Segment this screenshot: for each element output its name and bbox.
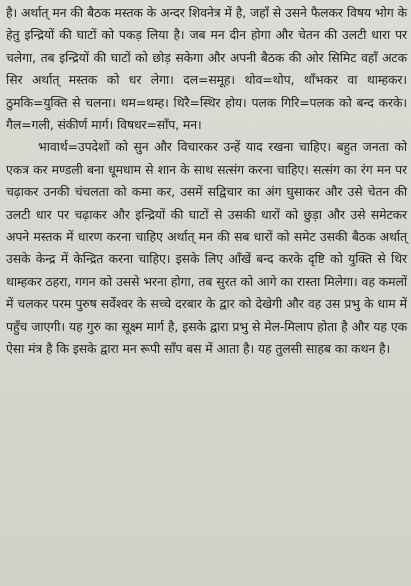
paragraph-meaning: भावार्थ=उपदेशों को सुन और विचारकर उन्हें याद रखना चाहिए। बहुत जनता को एकत्र कर मण्डली बना धूमधाम से शान के साथ सत्संग करना चाहिए। सत्संग का रंग मन पर चढ़ाकर उनकी चंचलता को कमा कर, उसमें सद्विचार का अंग घुसाकर और उसे चेतन की उलटी धार पर चढ़ाकर और इन्द्रियों की घाटों से उसकी धारों को छुड़ा और उसे समेटकर अपने मस्तक में धारण करना चाहिए अर्थात् मन की सब धारों को समेट उसकी बैठक अर्थात् उसके केन्द्र में केन्द्रित करना चाहिए। इसके लिए आँखें बन्द करके दृष्टि को युक्ति से थिर थाम्हकर ठहरा, गगन को उससे भरना होगा, तब सुरत को आगे का रास्ता मिलेगा। वह कमलों में चलकर परम पुरुष सर्वेश्वर के सच्चे दरबार के द्वार को देखेगी और वह उस प्रभु के धाम में पहुँच जाएगी। यह गुरु का सूक्ष्म मार्ग है, इसके द्वारा प्रभु से मेल-मिलाप होता है और यह एक ऐसा मंत्र है कि इसके द्वारा मन रूपी साँप बस में आता है। यह तुलसी साहब का कथन है। — [6, 139, 407, 357]
paragraph-word-meanings: है। अर्थात् मन की बैठक मस्तक के अन्दर शिवनेत्र में है, जहाँ से उसने फैलकर विषय भोग के हेतु इन्द्रियों की घाटों को पकड़ लिया है। जब मन दीन होगा और चेतन की उलटी धारा पर चलेगा, तब इन्द्रियों की घाटों को छोड़ सकेगा और अपनी बैठक की ओर सिमिट वहाँ अटक सिर अर्थात् मस्तक को धर लेगा। दल=समूह। थोव=थोप, थाँभकर वा थाम्हकर। ठुमकि=युक्ति से चलना। थम=थम्ह। थिरै=स्थिर होय। पलक गिरि=पलक को बन्द करके। गैल=गली, संकीर्ण मार्ग। विषधर=साँप, मन। — [6, 5, 407, 133]
